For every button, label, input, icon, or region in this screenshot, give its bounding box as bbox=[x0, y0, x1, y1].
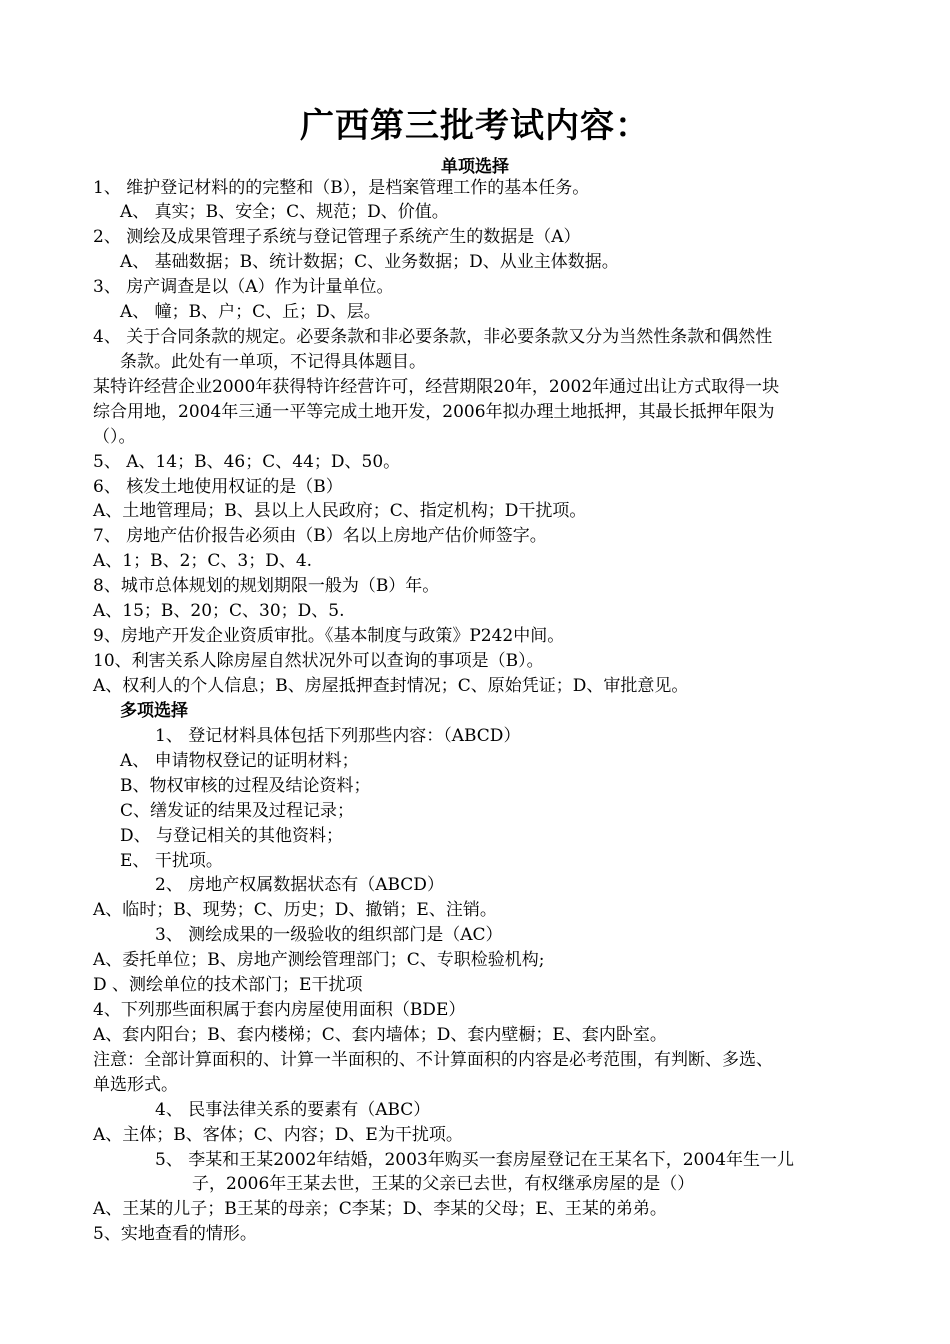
question-line: 条款。此处有一单项，不记得具体题目。 bbox=[120, 352, 426, 372]
question-line: 3、 房产调查是以（A）作为计量单位。 bbox=[93, 277, 394, 297]
answer-line: A、临时；B、现势；C、历史；D、撤销；E、注销。 bbox=[93, 900, 497, 920]
section-heading-multi-choice: 多项选择 bbox=[120, 701, 188, 721]
question-line: 9、房地产开发企业资质审批。《基本制度与政策》P242中间。 bbox=[93, 626, 565, 646]
section-heading-single-choice: 单项选择 bbox=[441, 157, 509, 177]
question-line: 3、 测绘成果的一级验收的组织部门是（AC） bbox=[155, 925, 503, 945]
question-line: 8、城市总体规划的规划期限一般为（B）年。 bbox=[93, 576, 440, 596]
question-line: 5、 李某和王某2002年结婚，2003年购买一套房屋登记在王某名下，2004年生一儿 bbox=[155, 1150, 795, 1170]
answer-line: A、王某的儿子；B王某的母亲；C李某；D、李某的父母；E、王某的弟弟。 bbox=[93, 1199, 667, 1219]
answer-line: A、 基础数据；B、统计数据；C、业务数据；D、从业主体数据。 bbox=[120, 252, 619, 272]
note-line: 注意：全部计算面积的、计算一半面积的、不计算面积的内容是必考范围，有判断、多选、 bbox=[93, 1050, 773, 1070]
question-line: 2、 测绘及成果管理子系统与登记管理子系统产生的数据是（A） bbox=[93, 227, 581, 247]
question-line: 4、下列那些面积属于套内房屋使用面积（BDE） bbox=[93, 1000, 466, 1020]
answer-line: A、主体；B、客体；C、内容；D、E为干扰项。 bbox=[93, 1125, 463, 1145]
answer-line: B、物权审核的过程及结论资料； bbox=[120, 776, 371, 796]
question-line: 6、 核发土地使用权证的是（B） bbox=[93, 477, 343, 497]
answer-line: D、 与登记相关的其他资料； bbox=[120, 826, 344, 846]
answer-line: E、 干扰项。 bbox=[120, 851, 223, 871]
question-line: 某特许经营企业2000年获得特许经营许可，经营期限20年，2002年通过出让方式取得一块 bbox=[93, 377, 780, 397]
answer-line: D 、测绘单位的技术部门；E干扰项 bbox=[93, 975, 363, 995]
answer-line: A、土地管理局；B、县以上人民政府；C、指定机构；D干扰项。 bbox=[93, 501, 587, 521]
answer-line: A、15；B、20；C、30；D、5. bbox=[93, 601, 345, 621]
question-line: 7、 房地产估价报告必须由（B）名以上房地产估价师签字。 bbox=[93, 526, 547, 546]
answer-line: C、缮发证的结果及过程记录； bbox=[120, 801, 355, 821]
question-line: 5、实地查看的情形。 bbox=[93, 1224, 257, 1244]
answer-line: A、 真实；B、安全；C、规范；D、价值。 bbox=[120, 202, 449, 222]
answer-line: A、权利人的个人信息；B、房屋抵押查封情况；C、原始凭证；D、审批意见。 bbox=[93, 676, 689, 696]
question-line: 子，2006年王某去世，王某的父亲已去世，有权继承房屋的是（） bbox=[192, 1174, 695, 1194]
question-line: 4、 民事法律关系的要素有（ABC） bbox=[155, 1100, 431, 1120]
answer-line: A、 申请物权登记的证明材料； bbox=[120, 751, 359, 771]
answer-line: A、套内阳台；B、套内楼梯；C、套内墙体；D、套内壁橱；E、套内卧室。 bbox=[93, 1025, 667, 1045]
question-line: 2、 房地产权属数据状态有（ABCD） bbox=[155, 875, 444, 895]
note-line: 单选形式。 bbox=[93, 1075, 178, 1095]
page-title: 广西第三批考试内容： bbox=[300, 106, 650, 146]
question-line: 综合用地，2004年三通一平等完成土地开发，2006年拟办理土地抵押，其最长抵押年限为 bbox=[93, 402, 775, 422]
question-line: 10、利害关系人除房屋自然状况外可以查询的事项是（B）。 bbox=[93, 651, 544, 671]
question-line: （）。 bbox=[93, 427, 136, 447]
question-line: 1、 维护登记材料的的完整和（B），是档案管理工作的基本任务。 bbox=[93, 178, 590, 198]
answer-line: A、 幢；B、户；C、丘；D、层。 bbox=[120, 302, 381, 322]
answer-line: A、1；B、2；C、3；D、4. bbox=[93, 551, 313, 571]
answer-line: A、委托单位；B、房地产测绘管理部门；C、专职检验机构; bbox=[93, 950, 545, 970]
question-line: 1、 登记材料具体包括下列那些内容：（ABCD） bbox=[155, 726, 521, 746]
answer-line: 5、 A、14；B、46；C、44；D、50。 bbox=[93, 452, 401, 472]
question-line: 4、 关于合同条款的规定。必要条款和非必要条款，非必要条款又分为当然性条款和偶然性 bbox=[93, 327, 773, 347]
